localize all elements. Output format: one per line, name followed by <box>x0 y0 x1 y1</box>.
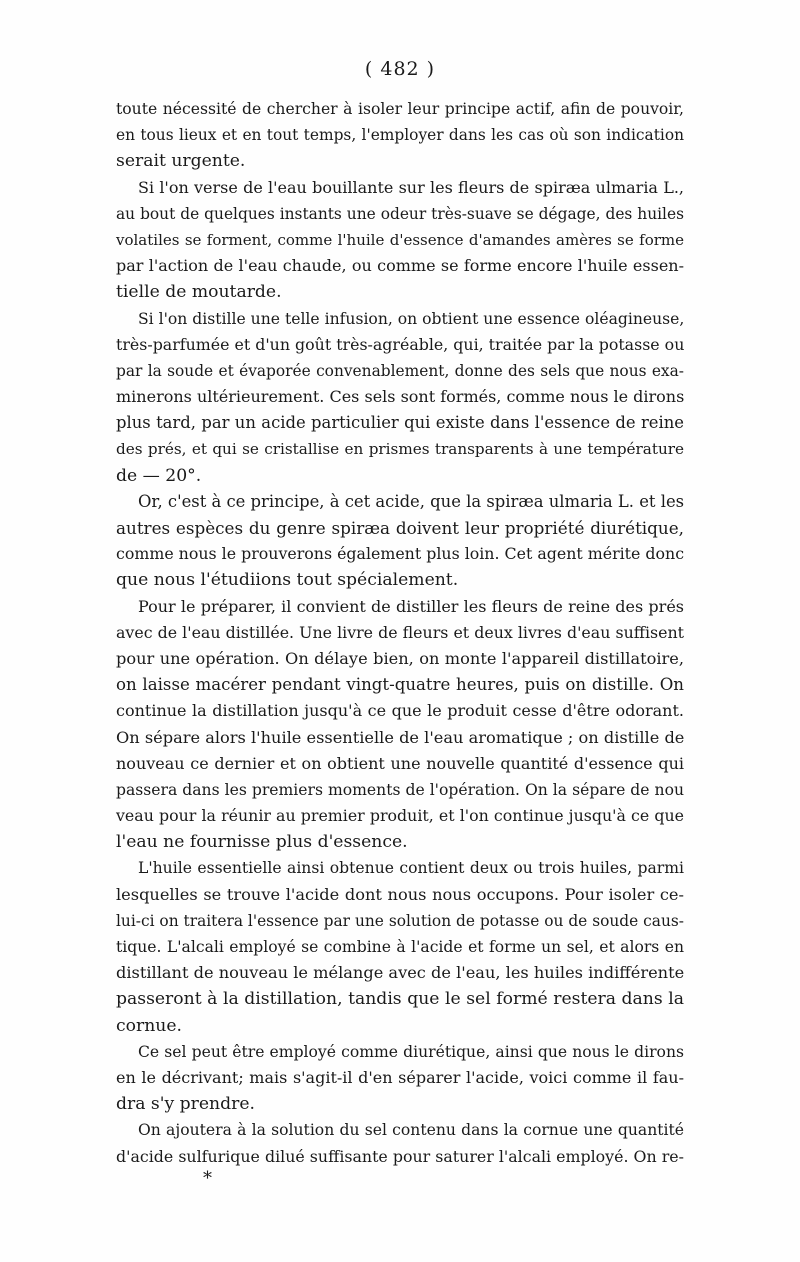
text-line: par l'action de l'eau chaude, ou comme se forme encore l'huile essen- <box>116 256 684 276</box>
text-line: d'acide sulfurique dilué suffisante pour saturer l'alcali employé. On re- <box>116 1146 684 1166</box>
signature-mark: * <box>203 1168 212 1189</box>
text-line: passeront à la distillation, tandis que le sel formé restera dans la <box>116 989 684 1010</box>
text-line: lesquelles se trouve l'acide dont nous nous occupons. Pour isoler ce- <box>116 884 684 904</box>
text-line: continue la distillation jusqu'à ce que le produit cesse d'être odorant. <box>116 701 684 721</box>
text-line: Si l'on verse de l'eau bouillante sur les fleurs de spiræa ulmaria L., <box>138 177 684 197</box>
text-line: avec de l'eau distillée. Une livre de fleurs et deux livres d'eau suffisent <box>116 622 684 642</box>
text-line: par la soude et évaporée convenablement, donne des sels que nous exa- <box>116 361 684 380</box>
text-line: comme nous le prouverons également plus loin. Cet agent mérite donc <box>116 544 685 564</box>
text-line: que nous l'étudiions tout spécialement. <box>116 570 459 591</box>
text-line: nouveau ce dernier et on obtient une nouvelle quantité d'essence qui <box>116 753 684 773</box>
text-line: plus tard, par un acide particulier qui existe dans l'essence de reine <box>116 413 684 433</box>
text-line: Ce sel peut être employé comme diurétique, ainsi que nous le dirons <box>138 1042 684 1061</box>
text-line: l'eau ne fournisse plus d'essence. <box>116 832 408 853</box>
text-line: passera dans les premiers moments de l'opération. On la sépare de nou <box>116 780 684 799</box>
text-line: On ajoutera à la solution du sel contenu dans la cornue une quantité <box>138 1121 684 1140</box>
text-line: Si l'on distille une telle infusion, on obtient une essence oléagineuse, <box>138 309 685 328</box>
text-line: des prés, et qui se cristallise en prismes transparents à une température <box>116 440 684 459</box>
body-text <box>116 96 684 1170</box>
text-line: veau pour la réunir au premier produit, et l'on continue jusqu'à ce que <box>116 806 684 826</box>
text-line: On sépare alors l'huile essentielle de l'eau aromatique ; on distille de <box>116 727 685 747</box>
text-line: en tous lieux et en tout temps, l'employer dans les cas où son indication <box>116 126 684 145</box>
text-line: de — 20°. <box>116 465 202 486</box>
text-line: autres espèces du genre spiræa doivent leur propriété diurétique, <box>116 518 684 538</box>
text-line: au bout de quelques instants une odeur très-suave se dégage, des huiles <box>116 204 684 223</box>
text-line: serait urgente. <box>116 151 246 172</box>
text-line: minerons ultérieurement. Ces sels sont formés, comme nous le dirons <box>116 387 685 407</box>
text-line: tique. L'alcali employé se combine à l'acide et forme un sel, et alors en <box>116 938 684 956</box>
text-line: tielle de moutarde. <box>116 282 282 303</box>
text-line: distillant de nouveau le mélange avec de l'eau, les huiles indifférente <box>116 963 685 983</box>
text-line: pour une opération. On délaye bien, on monte l'appareil distillatoire, <box>116 648 684 668</box>
text-line: toute nécessité de chercher à isoler leur principe actif, afin de pouvoir, <box>116 100 684 118</box>
page-number: ( 482 ) <box>364 58 436 80</box>
text-line: Or, c'est à ce principe, à cet acide, que la spiræa ulmaria L. et les <box>138 491 685 511</box>
text-line: très-parfumée et d'un goût très-agréable, qui, traitée par la potasse ou <box>116 334 685 354</box>
text-line: dra s'y prendre. <box>116 1094 255 1115</box>
text-line: en le décrivant; mais s'agit-il d'en séparer l'acide, voici comme il fau- <box>116 1067 684 1087</box>
text-line: volatiles se forment, comme l'huile d'essence d'amandes amères se forme <box>116 230 684 249</box>
text-line: lui-ci on traitera l'essence par une solution de potasse ou de soude caus- <box>116 911 684 930</box>
text-line: on laisse macérer pendant vingt-quatre heures, puis on distille. On <box>116 675 684 695</box>
text-line: Pour le préparer, il convient de distiller les fleurs de reine des prés <box>138 596 684 616</box>
text-line: cornue. <box>116 1015 182 1036</box>
text-line: L'huile essentielle ainsi obtenue contient deux ou trois huiles, parmi <box>138 859 684 878</box>
